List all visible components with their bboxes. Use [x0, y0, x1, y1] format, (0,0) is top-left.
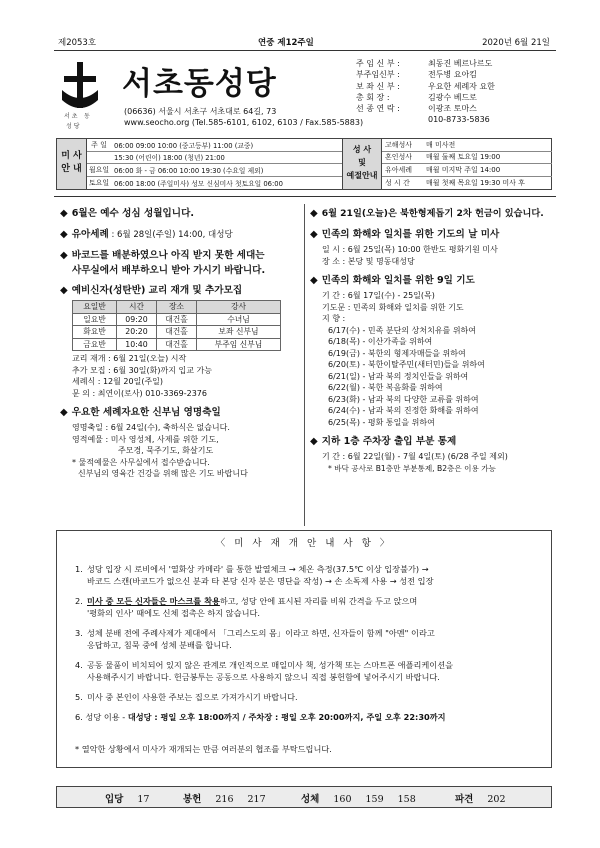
staff-name: 우요한 세례자 요한: [428, 81, 495, 91]
mass-label-line: 안 내: [61, 164, 82, 174]
communion-hymn: [301, 791, 430, 805]
notice-heading-cont: 사무실에서 배부하오니 받아 가시기 바랍니다.: [72, 265, 266, 276]
hymn-number: 160: [333, 794, 352, 805]
sacrament-times: [382, 139, 552, 189]
item-line: 성체 분배 전에 주례사제가 제대에서 「그리스도의 몸」이라고 하면, 신자들이 함께 "아멘" 이라고: [87, 628, 435, 638]
right-column: [310, 206, 555, 480]
intention-item: 6/20(토) - 북한이탈주민(새터민)들을 위하여: [328, 360, 485, 369]
intention-item: 6/23(화) - 남과 북의 다양한 교류를 위하여: [328, 394, 479, 404]
table-header: 시간: [117, 301, 157, 314]
diamond-icon: ◆: [310, 275, 318, 286]
mass-row: [87, 177, 342, 190]
staff-role: [356, 114, 428, 125]
sacrament-time: 매월 첫째 목요일 19:30 미사 후: [426, 178, 525, 187]
notice-item: [75, 691, 545, 703]
notice-heading: 바코드를 배분하였으나 아직 받지 못한 세대는: [71, 250, 265, 261]
mass-time: 06:00 09:00 10:00 (중고등부) 11:00 (교중): [114, 141, 254, 150]
diamond-icon: ◆: [310, 208, 318, 219]
top-bar: [58, 36, 550, 50]
sacrament-time: 매월 둘째 토요일 19:00: [426, 153, 501, 162]
item-emphasis: 미사 중 모든 신자들은 마스크를 착용: [87, 596, 220, 606]
table-header: 장소: [157, 301, 197, 314]
staff-row: [356, 81, 556, 92]
intention-item: 6/17(수) - 민족 분단의 상처치유를 위하여: [328, 325, 476, 335]
intention-item: 6/18(목) - 이산가족을 위하여: [328, 337, 433, 346]
liturgical-week: 연중 제12주일: [258, 38, 314, 48]
novena-line: 지 향 :: [322, 314, 346, 323]
diamond-icon: ◆: [60, 285, 68, 296]
notice-infant-baptism: [60, 227, 300, 243]
table-cell: 대건홀: [157, 326, 197, 339]
mass-day: 월요일: [88, 165, 110, 174]
table-cell: 부주임 신부님: [197, 338, 281, 351]
hymn-number: 216: [215, 794, 234, 805]
sacrament-name: 고해성사: [385, 140, 413, 149]
notice-heading: 지하 1층 주차장 출입 부분 통제: [321, 436, 457, 447]
notice-feast-day: [60, 405, 300, 480]
notice-north-korea: [310, 206, 555, 221]
notice-items: [75, 563, 545, 731]
top-rule: [54, 50, 556, 51]
staff-role: 선 종 연 락 :: [356, 104, 400, 114]
staff-phone: 010-8733-5836: [428, 115, 490, 125]
church-title: 서초동성당: [122, 66, 277, 102]
notice-item: [75, 595, 545, 619]
diamond-icon: ◆: [310, 436, 318, 447]
catechism-line: 추가 모집 : 6월 30일(화)까지 입교 가능: [72, 365, 212, 375]
item-line: 응답하고, 침묵 중에 성체 분배를 합니다.: [87, 640, 232, 650]
mass-times: [87, 139, 342, 189]
item-emphasis: 대성당 : 평일 오후 18:00까지 / 주차장 : 평일 오후 20:00까지, 주일 오후 22:30까지: [127, 712, 446, 722]
feast-line: 신부님의 영육간 건강을 위해 많은 기도 바랍니다: [78, 469, 248, 478]
novena-line: 기 간 : 6월 17일(수) - 25일(목): [322, 291, 435, 300]
staff-name: 김광수 베드로: [428, 92, 477, 102]
intention-item: 6/19(금) - 북한의 형제자매들을 위하여: [328, 348, 466, 358]
diamond-icon: ◆: [60, 250, 68, 261]
issue-number: 제2053호: [58, 38, 97, 48]
mass-resumption-notice: [56, 530, 552, 768]
mass-row: [87, 164, 342, 177]
staff-name: 전두병 요아킴: [428, 70, 477, 80]
item-number: 5.: [75, 692, 83, 702]
notice-prayer-day: [310, 227, 555, 267]
notice-item: [75, 563, 545, 587]
diamond-icon: ◆: [60, 407, 68, 418]
parking-line: 기 간 : 6월 22일(월) - 7월 4일(토) (6/28 주일 제외): [322, 452, 508, 461]
notice-barcode: [60, 249, 300, 277]
church-address: [124, 106, 363, 128]
notice-heading: 민족의 화해와 일치를 위한 기도의 날 미사: [321, 229, 500, 240]
sacrament-time: 매 미사전: [426, 140, 456, 149]
item-number: 2.: [75, 596, 83, 606]
feast-line: 영명축일 : 6월 24일(수), 축하식은 없습니다.: [72, 423, 230, 432]
notice-heading: 예비신자(성탄반) 교리 재개 및 추가모집: [71, 285, 243, 296]
mass-label: [57, 139, 87, 189]
prayer-line: 장 소 : 본당 및 명동대성당: [322, 256, 415, 266]
catechism-line: 문 의 : 최연이(로사) 010-3369-2376: [72, 388, 207, 398]
table-cell: 10:40: [117, 338, 157, 351]
notice-sacred-heart: [60, 206, 300, 221]
table-cell: 보좌 신부님: [197, 326, 281, 339]
table-header: 강사: [197, 301, 281, 314]
table-cell: 금요반: [73, 338, 117, 351]
staff-role: 총 회 장 :: [356, 92, 390, 102]
table-cell: 09:20: [117, 313, 157, 326]
table-cell: 일요반: [73, 313, 117, 326]
table-row: [73, 326, 281, 339]
staff-row: [356, 103, 556, 114]
church-logo: [58, 60, 104, 132]
schedule-box: [56, 138, 552, 190]
notice-footnote: * 열악한 상황에서 미사가 재개되는 만큼 여러분의 협조를 부탁드립니다.: [75, 744, 332, 754]
notice-novena: [310, 273, 555, 428]
hymn-label: 성체: [301, 794, 320, 805]
notice-title: 〈 미 사 재 개 안 내 사 항 〉: [215, 538, 393, 549]
table-header: 요일반: [73, 301, 117, 314]
staff-row: [356, 69, 556, 80]
notice-heading: 유아세례: [71, 229, 109, 240]
hymn-number: 158: [397, 794, 416, 805]
notice-heading: 민족의 화해와 일치를 위한 9일 기도: [321, 275, 475, 286]
catechism-table: [72, 300, 281, 351]
notice-heading: 6월은 예수 성심 성월입니다.: [71, 208, 194, 219]
schedule-rule: [54, 196, 556, 197]
diamond-icon: ◆: [310, 229, 318, 240]
svg-text:동: 동: [84, 113, 90, 120]
table-cell: 수녀님: [197, 313, 281, 326]
notice-detail: : 6월 28일(주일) 14:00, 대성당: [108, 230, 233, 240]
item-line: 바코드 스캔(바코드가 없으신 분과 타 본당 신자 분은 명단을 작성) → 손 소독제 사용 → 성전 입장: [87, 576, 434, 586]
hymn-number: 217: [247, 794, 266, 805]
staff-row: [356, 114, 556, 125]
staff-row: [356, 58, 556, 69]
intention-item: 6/25(목) - 평화 통일을 위하여: [328, 417, 435, 427]
notice-parking: [310, 434, 555, 474]
hymn-number: 202: [487, 794, 506, 805]
intention-item: 6/21(일) - 남과 북의 정치인들을 위하여: [328, 371, 469, 381]
column-divider: [304, 204, 305, 526]
item-line: 6. 성당 이용 -: [75, 712, 128, 722]
sacrament-name: 유아세례: [385, 165, 413, 174]
item-line: '평화의 인사' 때에도 신체 접촉은 하지 않습니다.: [87, 608, 260, 618]
notice-heading: 우요한 세례자요한 신부님 영명축일: [71, 407, 221, 418]
staff-name: 이광조 토마스: [428, 104, 477, 114]
staff-row: [356, 92, 556, 103]
staff-list: [356, 58, 556, 126]
recessional-hymn: [455, 791, 520, 805]
notice-heading: 6월 21일(오늘)은 북한형제돕기 2차 헌금이 있습니다.: [321, 208, 544, 219]
novena-line: 기도문 : 민족의 화해와 일치를 위한 기도: [322, 302, 464, 312]
hymn-numbers: [56, 786, 552, 808]
item-line: 성당 입장 시 로비에서 '열화상 카메라' 를 통한 발열체크 → 체온 측정(37.5℃ 이상 입장불가) →: [87, 564, 429, 574]
notice-item: [75, 711, 545, 723]
sacrament-row: [382, 152, 552, 165]
diamond-icon: ◆: [60, 229, 68, 240]
table-cell: 대건홀: [157, 313, 197, 326]
item-line: 사용해주시기 바랍니다. 헌금봉투는 공동으로 사용하지 않으니 직접 봉헌함에 넣어주시기 바랍니다.: [87, 672, 440, 682]
table-cell: 대건홀: [157, 338, 197, 351]
feast-line: * 물적예물은 사무실에서 접수받습니다.: [72, 457, 210, 467]
sacrament-row: [382, 139, 552, 152]
hymn-number: 17: [137, 794, 150, 805]
left-column: [60, 206, 300, 486]
mass-row: [87, 152, 342, 165]
notice-item: [75, 627, 545, 651]
staff-role: 주 임 신 부 :: [356, 59, 400, 68]
notice-catechumen: [60, 283, 300, 399]
mass-time: 06:00 화 - 금 06:00 10:00 19:30 (수요일 제외): [114, 166, 264, 175]
entrance-hymn: [105, 791, 163, 805]
svg-text:서 초: 서 초: [64, 113, 78, 120]
staff-name: 최동진 베르나르도: [428, 59, 493, 68]
mass-day: 토요일: [88, 178, 110, 187]
mass-time: 06:00 18:00 (주일미사) 성모 신심미사 첫토요일 06:00: [114, 179, 283, 188]
hymn-number: 159: [365, 794, 384, 805]
item-line: 하고, 성당 안에 표시된 자리를 비워 간격을 두고 앉으며: [219, 596, 418, 606]
hymn-label: 파견: [455, 794, 474, 805]
feast-line: 영적예물 : 미사 영성체, 사제를 위한 기도,: [72, 434, 219, 444]
item-line: 미사 중 본인이 사용한 주보는 집으로 가져가시기 바랍니다.: [87, 692, 298, 702]
sacrament-label: [342, 139, 382, 189]
diamond-icon: ◆: [60, 208, 68, 219]
sacrament-row: [382, 164, 552, 177]
prayer-line: 일 시 : 6월 25일(목) 10:00 한반도 평화기원 미사: [322, 245, 498, 254]
item-number: 4.: [75, 660, 83, 670]
contact-line: www.seocho.org (Tel.585-6101, 6102, 6103 / Fax.585-5883): [124, 118, 364, 127]
svg-text:성 당: 성 당: [66, 123, 80, 130]
sacrament-row: [382, 177, 552, 190]
sacrament-label-line: 및: [358, 158, 366, 167]
item-number: 1.: [75, 564, 83, 574]
mass-day: 주 일: [91, 140, 107, 149]
issue-date: 2020년 6월 21일: [482, 38, 550, 48]
notice-item: [75, 659, 545, 683]
offertory-hymn: [183, 791, 280, 805]
address-line: (06636) 서울시 서초구 서초대로 64길, 73: [124, 107, 277, 116]
mass-time: 15:30 (어린이) 18:00 (청년) 21:00: [114, 154, 225, 163]
table-cell: 화요반: [73, 326, 117, 339]
hymn-label: 입당: [105, 794, 124, 805]
mass-row: [87, 139, 342, 152]
intention-item: 6/24(수) - 남과 북의 진정한 화해를 위하여: [328, 406, 479, 415]
item-line: 공동 물품이 비치되어 있지 않은 관계로 개인적으로 매일미사 책, 성가책 또는 스마트폰 애플리케이션을: [87, 660, 454, 670]
sacrament-name: 성 시 간: [385, 178, 410, 187]
item-number: 3.: [75, 628, 83, 638]
hymn-label: 봉헌: [183, 794, 202, 805]
intention-item: 6/22(월) - 북한 복음화를 위하여: [328, 383, 443, 392]
table-cell: 20:20: [117, 326, 157, 339]
feast-line: 주모경, 묵주기도, 화살기도: [118, 446, 214, 455]
catechism-line: 세례식 : 12월 20일(주일): [72, 377, 164, 386]
table-row: [73, 338, 281, 351]
sacrament-time: 매월 미지막 주일 14:00: [426, 165, 501, 174]
sacrament-name: 혼인성사: [385, 153, 413, 162]
table-header-row: [73, 301, 281, 314]
staff-role: 보 좌 신 부 :: [356, 81, 400, 91]
sacrament-label-line: 예절안내: [346, 171, 378, 180]
sacrament-label-line: 성 사: [352, 145, 372, 154]
table-row: [73, 313, 281, 326]
parking-line: * 바닥 공사로 B1층만 부분통제, B2층은 이용 가능: [328, 463, 496, 473]
catechism-line: 교리 재개 : 6월 21일(오늘) 시작: [72, 354, 187, 363]
mass-label-line: 미 사: [61, 151, 82, 161]
staff-role: 부주임신부 :: [356, 70, 400, 80]
